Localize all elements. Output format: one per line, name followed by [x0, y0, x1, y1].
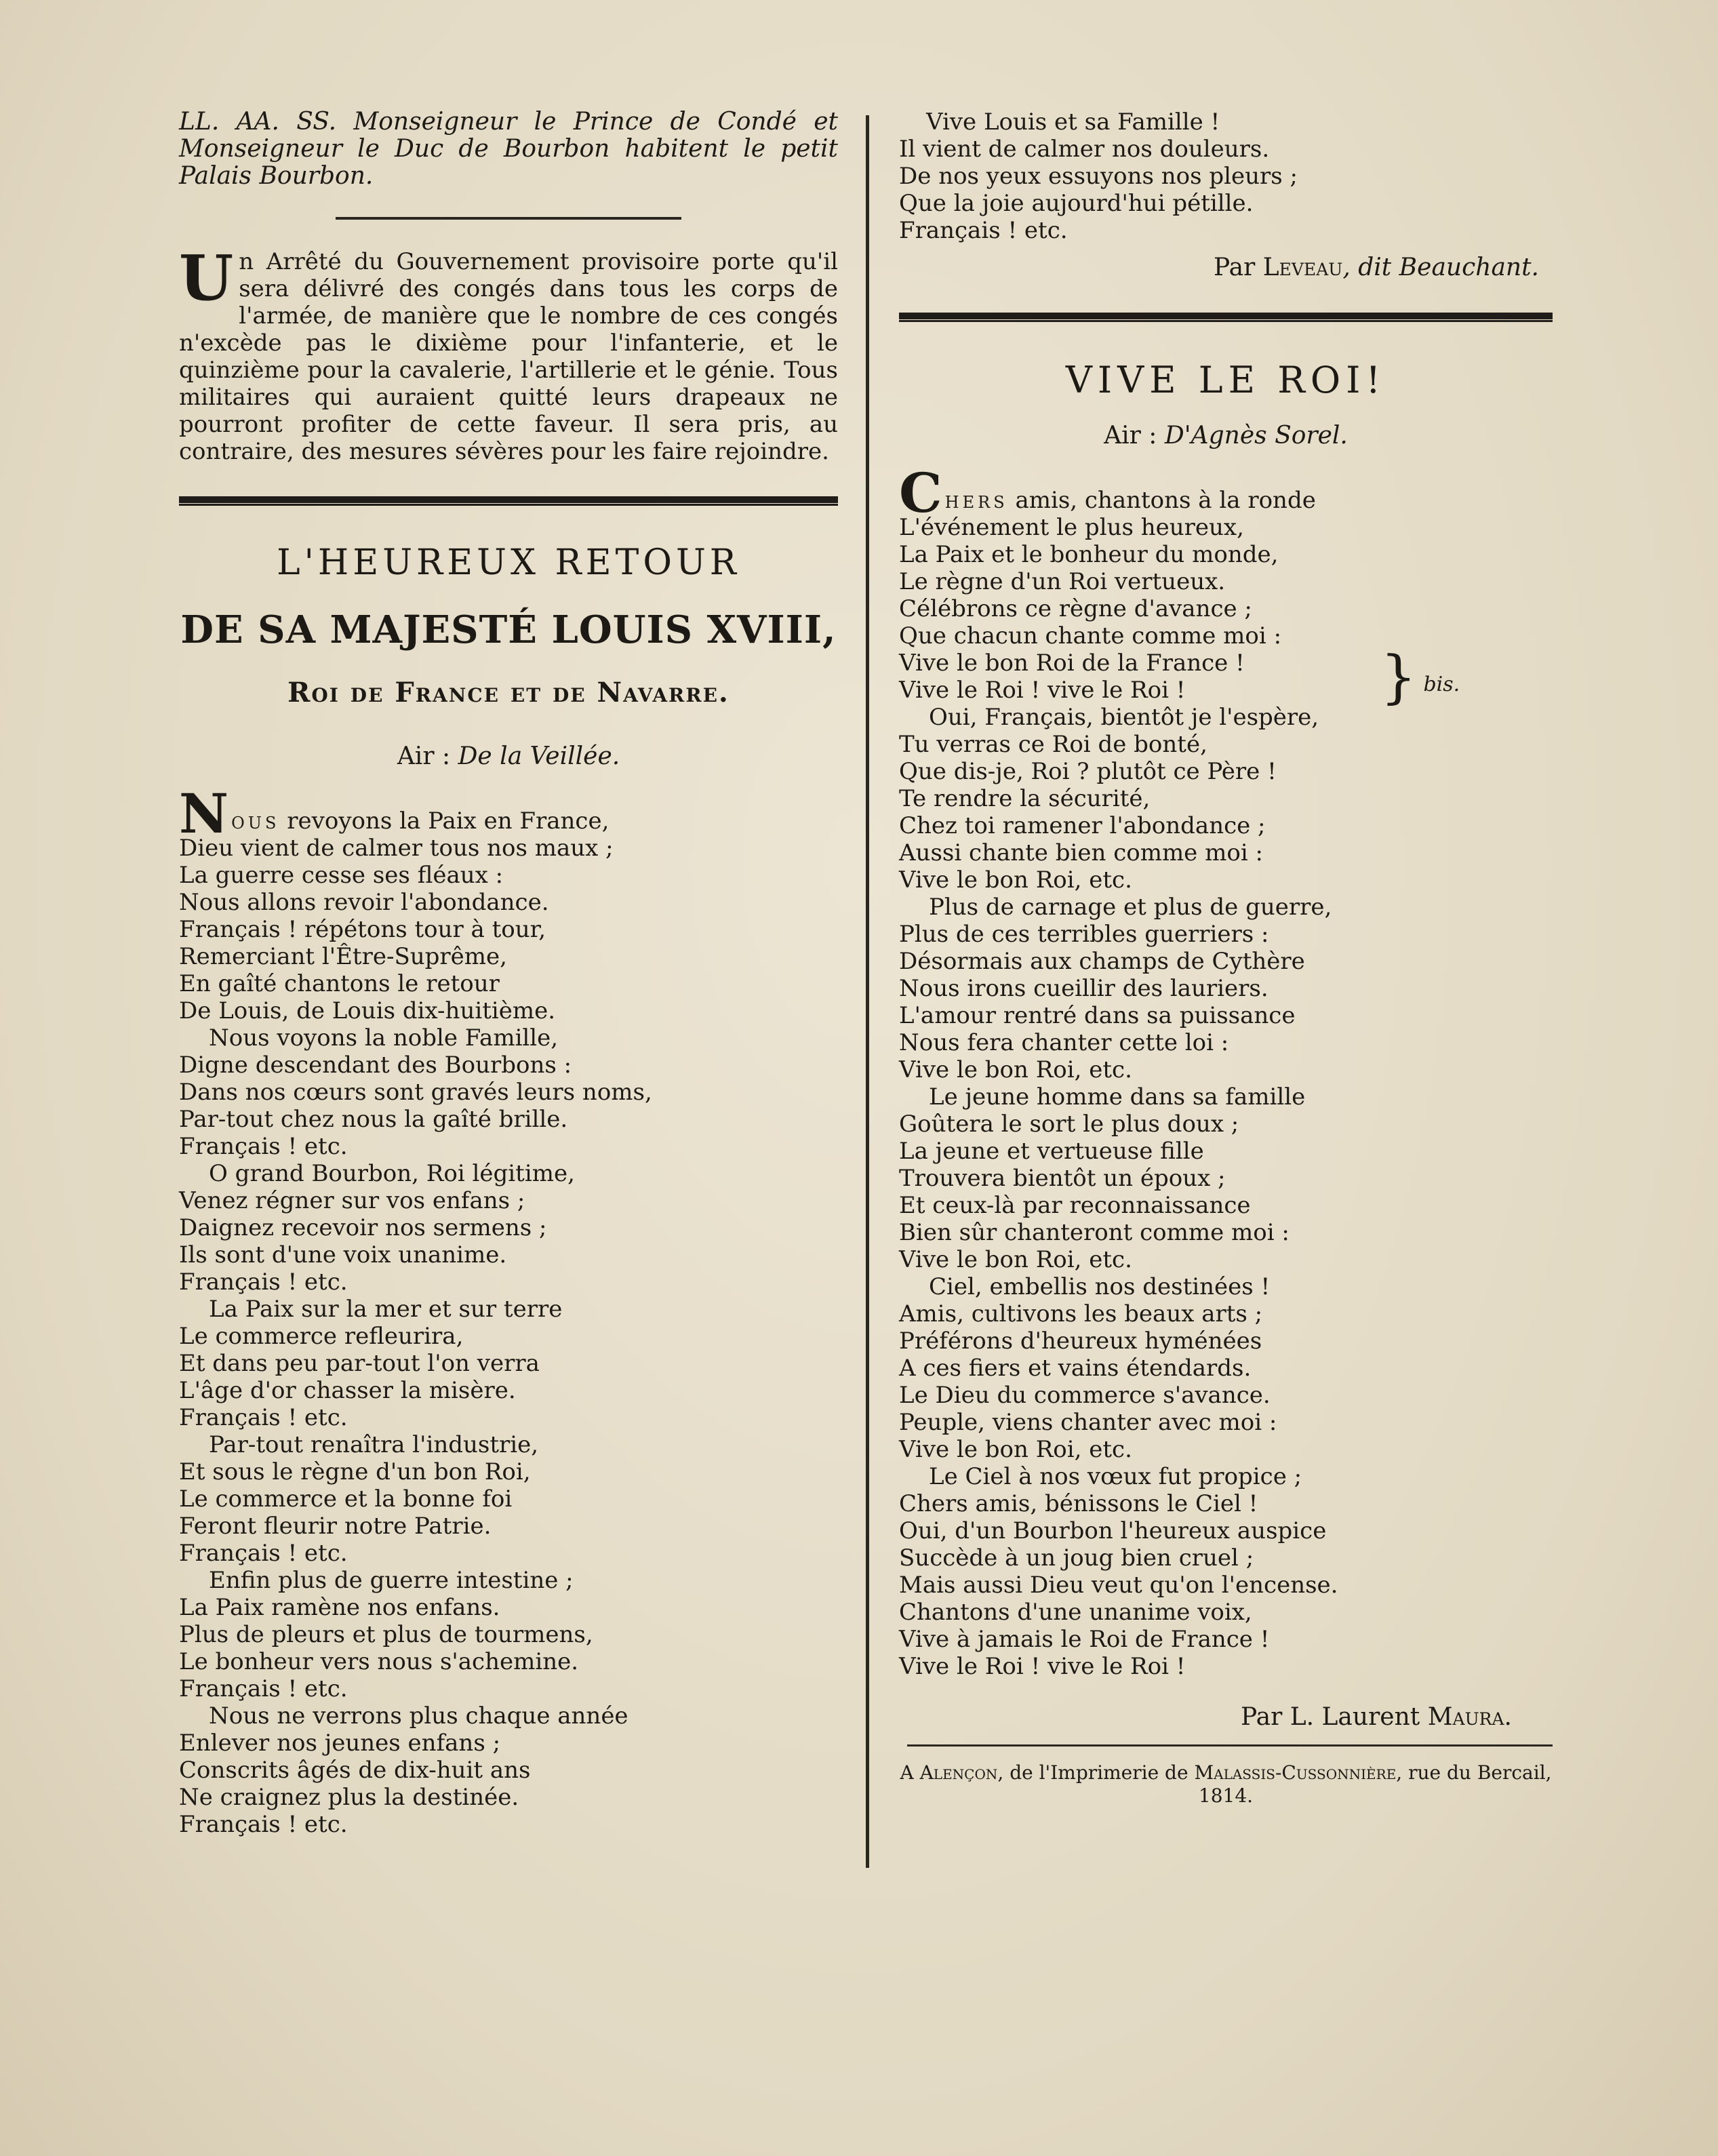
- signature-maura: Par L. Laurent Maura.: [1241, 1703, 1512, 1731]
- verse-line: L'événement le plus heureux,: [899, 514, 1244, 541]
- verse-line: Français ! etc.: [179, 1811, 348, 1838]
- drop-cap: U: [179, 241, 234, 315]
- song-air: [179, 742, 838, 770]
- verse-line: Nous allons revoir l'abondance.: [179, 889, 549, 916]
- verse-line: Préférons d'heureux hyménées: [899, 1327, 1262, 1355]
- verse-line: Désormais aux champs de Cythère: [899, 948, 1305, 975]
- verse-line: Conscrits âgés de dix-huit ans: [179, 1757, 531, 1784]
- song2-air: Air : D'Agnès Sorel.: [1104, 422, 1348, 450]
- verse-line: Il vient de calmer nos douleurs.: [899, 136, 1270, 163]
- verse-line: Plus de pleurs et plus de tourmens,: [179, 1621, 593, 1648]
- verse-line: Français ! etc.: [179, 1133, 348, 1160]
- verse-line: Vive le bon Roi, etc.: [899, 1056, 1132, 1083]
- verse-line: Nous ne verrons plus chaque année: [209, 1702, 628, 1730]
- verse-line: Le bonheur vers nous s'achemine.: [179, 1648, 579, 1675]
- verse-line: Le règne d'un Roi vertueux.: [899, 568, 1226, 595]
- verse-line: Dieu vient de calmer tous nos maux ;: [179, 835, 614, 862]
- verse-line: Français ! etc.: [179, 1404, 348, 1431]
- column-divider: [866, 115, 869, 1868]
- air-name: De la Veillée.: [458, 742, 620, 770]
- verse-line: Français ! etc.: [179, 1540, 348, 1567]
- verse-line: Ciel, embellis nos destinées !: [929, 1273, 1271, 1300]
- short-rule: [336, 217, 681, 220]
- song-title-line2: DE SA MAJESTÉ LOUIS XVIII,: [180, 607, 837, 652]
- verse-line: Le jeune homme dans sa famille: [929, 1083, 1306, 1111]
- verse-line: Nous irons cueillir des lauriers.: [899, 975, 1268, 1002]
- verse-line: Que la joie aujourd'hui pétille.: [899, 190, 1254, 217]
- verse-line: Aussi chante bien comme moi :: [899, 839, 1263, 866]
- verse-line: Et sous le règne d'un bon Roi,: [179, 1458, 531, 1485]
- imprint-rule: [907, 1744, 1553, 1746]
- verse-line: L'amour rentré dans sa puissance: [899, 1002, 1296, 1029]
- verse-line: Que chacun chante comme moi :: [899, 622, 1282, 650]
- song2-title: VIVE LE ROI!: [1065, 359, 1386, 401]
- verse-line: Le Ciel à nos vœux fut propice ;: [929, 1463, 1302, 1490]
- verse-line: Nous voyons la noble Famille,: [209, 1024, 559, 1052]
- verse-line: Bien sûr chanteront comme moi :: [899, 1219, 1290, 1246]
- verse-line: Enlever nos jeunes enfans ;: [179, 1730, 501, 1757]
- verse-line: Daignez recevoir nos sermens ;: [179, 1214, 547, 1241]
- left-column: [179, 108, 838, 1838]
- verse-line: Goûtera le sort le plus doux ;: [899, 1111, 1239, 1138]
- verse-line: Amis, cultivons les beaux arts ;: [899, 1300, 1263, 1327]
- verse-line: Te rendre la sécurité,: [899, 785, 1151, 812]
- verse-drop-cap: C: [899, 461, 942, 525]
- verse-line: Oui, Français, bientôt je l'espère,: [929, 704, 1319, 731]
- bis-label: bis.: [1423, 673, 1460, 696]
- verse-line: Par-tout renaîtra l'industrie,: [209, 1431, 539, 1458]
- section-rule: [179, 496, 838, 506]
- verse-line: Vive Louis et sa Famille !: [926, 108, 1220, 136]
- verse-line: Français ! etc.: [179, 1675, 348, 1702]
- verse-line: Succède à un joug bien cruel ;: [899, 1544, 1254, 1572]
- verse-line: Peuple, viens chanter avec moi :: [899, 1409, 1277, 1436]
- verse-line: Trouvera bientôt un époux ;: [899, 1165, 1226, 1192]
- verse-line: Français ! etc.: [899, 217, 1068, 244]
- verse-line: Français ! etc.: [179, 1269, 348, 1296]
- verse-line: Nous fera chanter cette loi :: [899, 1029, 1229, 1056]
- song-verses-continued: [899, 108, 1553, 244]
- song-title-line3: Roi de France et de Navarre.: [287, 677, 730, 708]
- song-verses-left: [179, 782, 838, 1838]
- verse-drop-cap: N: [179, 782, 229, 845]
- verse-line: Que dis-je, Roi ? plutôt ce Père !: [899, 758, 1277, 785]
- verse-line: Ils sont d'une voix unanime.: [179, 1241, 507, 1269]
- notice-arrete: [179, 241, 838, 465]
- verse-line: Chers amis, bénissons le Ciel !: [899, 1490, 1258, 1517]
- verse-line: De Louis, de Louis dix-huitième.: [179, 997, 556, 1024]
- verse-line: L'âge d'or chasser la misère.: [179, 1377, 516, 1404]
- verse-line: La Paix sur la mer et sur terre: [209, 1296, 563, 1323]
- verse-line: Français ! répétons tour à tour,: [179, 916, 546, 943]
- verse-line: Vive à jamais le Roi de France !: [899, 1626, 1270, 1653]
- verse-line: Digne descendant des Bourbons :: [179, 1052, 572, 1079]
- verse-line: Oui, d'un Bourbon l'heureux auspice: [899, 1517, 1327, 1544]
- verse-line: La Paix et le bonheur du monde,: [899, 541, 1279, 568]
- song2-verses: [899, 461, 1553, 1680]
- verse-line: Le commerce et la bonne foi: [179, 1485, 513, 1513]
- verse-line: Vive le bon Roi, etc.: [899, 866, 1132, 894]
- verse-line: Remerciant l'Être-Suprême,: [179, 943, 507, 970]
- notice-princes: LL. AA. SS. Monseigneur le Prince de Condé et Monseigneur le Duc de Bourbon habitent le petit Palais Bourbon.: [179, 108, 838, 190]
- verse-line: Le Dieu du commerce s'avance.: [899, 1382, 1271, 1409]
- verse-line: Nous revoyons la Paix en France,: [179, 782, 610, 845]
- section-rule: [899, 313, 1553, 322]
- right-column: [899, 108, 1553, 1808]
- verse-line: La Paix ramène nos enfans.: [179, 1594, 500, 1621]
- verse-line: La jeune et vertueuse fille: [899, 1138, 1204, 1165]
- verse-line: Vive le bon Roi de la France ! } bis.: [899, 650, 1553, 677]
- verse-line: Vive le bon Roi, etc.: [899, 1246, 1132, 1273]
- verse-line: Dans nos cœurs sont gravés leurs noms,: [179, 1079, 652, 1106]
- verse-line: La guerre cesse ses fléaux :: [179, 862, 504, 889]
- verse-line: Tu verras ce Roi de bonté,: [899, 731, 1207, 758]
- verse-line: Plus de carnage et plus de guerre,: [929, 894, 1332, 921]
- verse-line: En gaîté chantons le retour: [179, 970, 500, 997]
- verse-line: Et dans peu par-tout l'on verra: [179, 1350, 540, 1377]
- verse-line: Vive le Roi ! vive le Roi !: [899, 1653, 1186, 1680]
- verse-line: Vive le bon Roi, etc.: [899, 1436, 1132, 1463]
- brace-glyph: }: [1380, 643, 1417, 710]
- verse-line: Enfin plus de guerre intestine ;: [209, 1567, 574, 1594]
- imprint: A Alençon, de l'Imprimerie de Malassis-Cussonnière, rue du Bercail, 1814.: [900, 1761, 1552, 1807]
- verse-line: Célébrons ce règne d'avance ;: [899, 595, 1252, 622]
- verse-line: Chers amis, chantons à la ronde: [899, 461, 1316, 525]
- verse-line: Feront fleurir notre Patrie.: [179, 1513, 492, 1540]
- song-title-line1: L'HEUREUX RETOUR: [277, 542, 740, 583]
- verse-line: Ne craignez plus la destinée.: [179, 1784, 519, 1811]
- verse-line: Chez toi ramener l'abondance ;: [899, 812, 1266, 839]
- verse-line: A ces fiers et vains étendards.: [899, 1355, 1252, 1382]
- verse-line: Chantons d'une unanime voix,: [899, 1599, 1252, 1626]
- verse-line: Par-tout chez nous la gaîté brille.: [179, 1106, 568, 1133]
- verse-line: Venez régner sur vos enfans ;: [179, 1187, 525, 1214]
- verse-line: Plus de ces terribles guerriers :: [899, 921, 1269, 948]
- notice-arrete-text: n Arrêté du Gouvernement provisoire porte qu'il sera délivré des congés dans tous les corps de l'armée, de manière que le nombre de ces congés n'excède pas le dixième pour l'infanterie, et le quinzième pour la cavalerie, l'artillerie et le génie. Tous militaires qui auraient quitté leurs drapeaux ne pourront profiter de cette faveur. Il sera pris, au contraire, des mesures sévères pour les faire rejoindre.: [179, 248, 838, 465]
- signature-leveau: Par Leveau, dit Beauchant.: [1214, 254, 1539, 281]
- air-prefix: Air :: [397, 742, 451, 770]
- verse-line: De nos yeux essuyons nos pleurs ;: [899, 163, 1298, 190]
- verse-line: Le commerce refleurira,: [179, 1323, 464, 1350]
- verse-line: Vive le Roi ! vive le Roi !: [899, 677, 1186, 704]
- verse-line: Mais aussi Dieu veut qu'on l'encense.: [899, 1572, 1338, 1599]
- verse-line: O grand Bourbon, Roi légitime,: [209, 1160, 575, 1187]
- verse-line: Et ceux-là par reconnaissance: [899, 1192, 1251, 1219]
